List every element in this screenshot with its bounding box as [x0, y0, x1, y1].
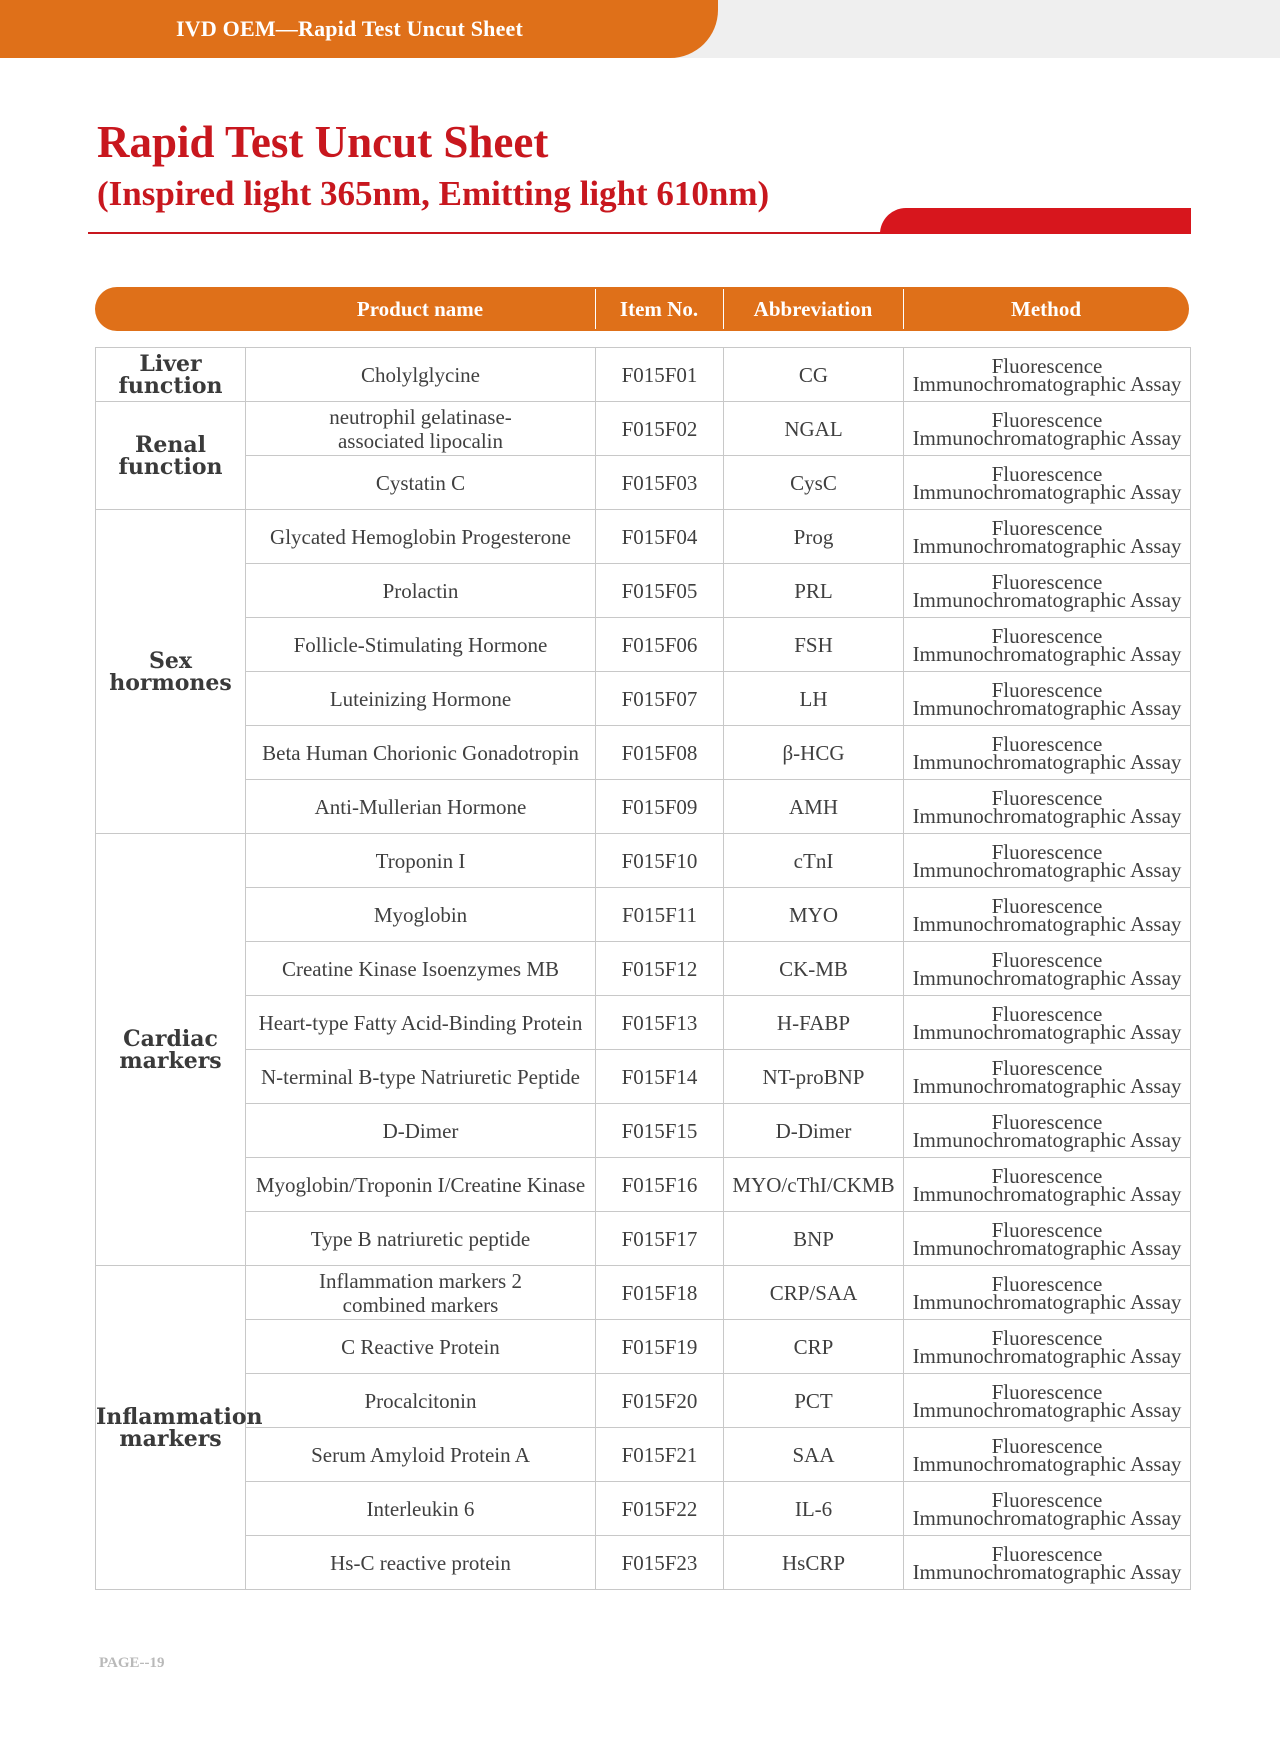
item-no: F015F14	[621, 1064, 698, 1089]
product-name: Troponin I	[375, 848, 466, 873]
item-no-cell	[596, 726, 724, 780]
abbreviation: H-FABP	[776, 1010, 851, 1035]
abbreviation: PCT	[794, 1388, 833, 1413]
category-cell	[96, 834, 246, 1266]
category-cell	[96, 402, 246, 510]
product-name-cell	[246, 564, 596, 618]
method-cell	[904, 996, 1191, 1050]
method-cell	[904, 1320, 1191, 1374]
table-row	[96, 348, 1191, 402]
method-line2: Immunochromatographic Assay	[912, 695, 1182, 720]
table-row	[96, 618, 1191, 672]
table-row	[96, 1536, 1191, 1590]
method-cell	[904, 618, 1191, 672]
method-line2: Immunochromatographic Assay	[912, 857, 1182, 882]
product-name-cell	[246, 1320, 596, 1374]
header-method: Method	[1011, 297, 1081, 321]
category-label-line1: Renal	[135, 431, 206, 458]
method-cell	[904, 1266, 1191, 1320]
product-name-cell	[246, 1212, 596, 1266]
method-line1: Fluorescence	[991, 1541, 1103, 1566]
table-row	[96, 1320, 1191, 1374]
method-line2: Immunochromatographic Assay	[912, 1019, 1182, 1044]
item-no-cell	[596, 402, 724, 456]
abbreviation: D-Dimer	[775, 1118, 852, 1143]
method-line2: Immunochromatographic Assay	[912, 1127, 1182, 1152]
method-line2: Immunochromatographic Assay	[912, 1505, 1182, 1530]
table-row	[96, 780, 1191, 834]
method-line1: Fluorescence	[991, 785, 1103, 810]
title-accent-tab	[880, 208, 1191, 234]
item-no-cell	[596, 348, 724, 402]
item-no: F015F17	[621, 1226, 698, 1251]
item-no: F015F01	[621, 362, 698, 387]
product-name: Anti-Mullerian Hormone	[314, 794, 527, 819]
table-row	[96, 834, 1191, 888]
item-no: F015F23	[621, 1550, 698, 1575]
item-no: F015F02	[621, 416, 698, 441]
product-name-cell	[246, 672, 596, 726]
table-row	[96, 1050, 1191, 1104]
product-name-cell	[246, 510, 596, 564]
item-no-cell	[596, 1158, 724, 1212]
abbreviation-cell	[724, 672, 904, 726]
header-abbreviation: Abbreviation	[753, 297, 873, 321]
item-no-cell	[596, 888, 724, 942]
item-no-cell	[596, 672, 724, 726]
method-line1: Fluorescence	[991, 1001, 1103, 1026]
method-line2: Immunochromatographic Assay	[912, 1235, 1182, 1260]
method-line2: Immunochromatographic Assay	[912, 1289, 1182, 1314]
product-name: Myoglobin/Troponin I/Creatine Kinase	[255, 1172, 586, 1197]
method-line1: Fluorescence	[991, 1163, 1103, 1188]
abbreviation-cell	[724, 1212, 904, 1266]
abbreviation-cell	[724, 996, 904, 1050]
abbreviation: FSH	[794, 632, 833, 657]
method-line1: Fluorescence	[991, 1487, 1103, 1512]
method-line1: Fluorescence	[991, 1271, 1103, 1296]
product-name: Prolactin	[382, 578, 459, 603]
method-line1: Fluorescence	[991, 407, 1103, 432]
abbreviation-cell	[724, 510, 904, 564]
abbreviation-cell	[724, 942, 904, 996]
method-line2: Immunochromatographic Assay	[912, 803, 1182, 828]
product-name-cell	[246, 348, 596, 402]
method-line2: Immunochromatographic Assay	[912, 749, 1182, 774]
method-cell	[904, 942, 1191, 996]
item-no-cell	[596, 996, 724, 1050]
method-line2: Immunochromatographic Assay	[912, 911, 1182, 936]
product-name-cell	[246, 1374, 596, 1428]
abbreviation-cell	[724, 1158, 904, 1212]
item-no-cell	[596, 780, 724, 834]
product-name: D-Dimer	[382, 1118, 459, 1143]
method-line2: Immunochromatographic Assay	[912, 1451, 1182, 1476]
abbreviation-cell	[724, 564, 904, 618]
method-line1: Fluorescence	[991, 839, 1103, 864]
abbreviation-cell	[724, 402, 904, 456]
product-name-cell	[246, 456, 596, 510]
table-row	[96, 456, 1191, 510]
header-tab	[0, 0, 718, 58]
product-name-cell	[246, 1158, 596, 1212]
abbreviation: BNP	[793, 1226, 834, 1251]
item-no: F015F03	[621, 470, 698, 495]
product-name: Cholylglycine	[361, 362, 480, 387]
category-cell	[96, 348, 246, 402]
method-line2: Immunochromatographic Assay	[912, 641, 1182, 666]
table-row	[96, 888, 1191, 942]
method-line1: Fluorescence	[991, 461, 1103, 486]
abbreviation: LH	[799, 686, 828, 711]
item-no: F015F16	[621, 1172, 698, 1197]
item-no-cell	[596, 510, 724, 564]
item-no: F015F15	[621, 1118, 698, 1143]
item-no: F015F10	[621, 848, 698, 873]
product-name: Glycated Hemoglobin Progesterone	[270, 524, 571, 549]
item-no: F015F21	[621, 1442, 698, 1467]
page-number: PAGE--19	[99, 1655, 165, 1671]
page-subtitle: (Inspired light 365nm, Emitting light 610nm)	[97, 174, 770, 213]
product-name-cell	[246, 942, 596, 996]
method-cell	[904, 1428, 1191, 1482]
category-label-line2: function	[118, 453, 223, 480]
item-no: F015F04	[621, 524, 698, 549]
method-line2: Immunochromatographic Assay	[912, 1343, 1182, 1368]
method-cell	[904, 1104, 1191, 1158]
product-name: Myoglobin	[373, 902, 468, 927]
method-line1: Fluorescence	[991, 1217, 1103, 1242]
table-row	[96, 510, 1191, 564]
product-name-cell	[246, 1536, 596, 1590]
product-name: Type B natriuretic peptide	[310, 1226, 531, 1251]
method-line2: Immunochromatographic Assay	[912, 587, 1182, 612]
item-no-cell	[596, 564, 724, 618]
abbreviation-cell	[724, 618, 904, 672]
product-name: neutrophil gelatinase-	[329, 404, 512, 429]
product-name-cell	[246, 1266, 596, 1320]
abbreviation-cell	[724, 1050, 904, 1104]
product-name: Interleukin 6	[366, 1496, 475, 1521]
product-name-cell	[246, 996, 596, 1050]
abbreviation-cell	[724, 1482, 904, 1536]
product-name: Follicle-Stimulating Hormone	[293, 632, 548, 657]
table-row	[96, 726, 1191, 780]
product-name: Inflammation markers 2	[319, 1268, 522, 1293]
abbreviation-cell	[724, 888, 904, 942]
method-line1: Fluorescence	[991, 1325, 1103, 1350]
product-name-line2: associated lipocalin	[337, 428, 504, 453]
category-label-line1: Sex	[148, 647, 192, 674]
product-name: Procalcitonin	[364, 1388, 477, 1413]
category-label-line2: markers	[119, 1047, 222, 1074]
item-no-cell	[596, 456, 724, 510]
table-row	[96, 1428, 1191, 1482]
item-no: F015F07	[621, 686, 698, 711]
table-row	[96, 564, 1191, 618]
abbreviation-cell	[724, 1320, 904, 1374]
method-cell	[904, 1482, 1191, 1536]
table-header-bar	[95, 287, 1189, 331]
product-name: Beta Human Chorionic Gonadotropin	[262, 740, 579, 765]
method-cell	[904, 402, 1191, 456]
table-row	[96, 672, 1191, 726]
product-name: Luteinizing Hormone	[329, 686, 512, 711]
product-name: C Reactive Protein	[341, 1334, 500, 1359]
abbreviation-cell	[724, 1374, 904, 1428]
abbreviation: HsCRP	[781, 1550, 846, 1575]
method-line1: Fluorescence	[991, 1433, 1103, 1458]
abbreviation: Prog	[793, 524, 834, 549]
abbreviation: AMH	[788, 794, 838, 819]
table-row	[96, 996, 1191, 1050]
method-line1: Fluorescence	[991, 569, 1103, 594]
method-line2: Immunochromatographic Assay	[912, 479, 1182, 504]
page-title: Rapid Test Uncut Sheet	[97, 117, 549, 167]
abbreviation: MYO/cThI/CKMB	[732, 1172, 895, 1197]
item-no: F015F09	[621, 794, 698, 819]
table-row	[96, 1104, 1191, 1158]
table-row	[96, 1158, 1191, 1212]
method-line1: Fluorescence	[991, 947, 1103, 972]
item-no: F015F11	[621, 902, 698, 927]
product-name-cell	[246, 402, 596, 456]
abbreviation: MYO	[788, 902, 838, 927]
category-label-line2: markers	[119, 1425, 222, 1452]
item-no-cell	[596, 1320, 724, 1374]
item-no: F015F12	[621, 956, 698, 981]
header-item-no: Item No.	[619, 297, 699, 321]
item-no-cell	[596, 618, 724, 672]
item-no-cell	[596, 1374, 724, 1428]
item-no-cell	[596, 1536, 724, 1590]
method-cell	[904, 510, 1191, 564]
item-no-cell	[596, 834, 724, 888]
abbreviation-cell	[724, 456, 904, 510]
product-name-cell	[246, 1428, 596, 1482]
abbreviation: β-HCG	[782, 740, 845, 765]
abbreviation: cTnI	[793, 848, 834, 873]
abbreviation-cell	[724, 726, 904, 780]
method-line1: Fluorescence	[991, 1109, 1103, 1134]
item-no: F015F22	[621, 1496, 698, 1521]
product-name-cell	[246, 618, 596, 672]
category-cell	[96, 510, 246, 834]
item-no: F015F06	[621, 632, 698, 657]
item-no: F015F19	[621, 1334, 698, 1359]
method-cell	[904, 456, 1191, 510]
table-row	[96, 1212, 1191, 1266]
product-name-cell	[246, 780, 596, 834]
product-name-cell	[246, 834, 596, 888]
abbreviation-cell	[724, 1536, 904, 1590]
abbreviation-cell	[724, 834, 904, 888]
method-line1: Fluorescence	[991, 677, 1103, 702]
item-no: F015F20	[621, 1388, 698, 1413]
abbreviation: CysC	[790, 470, 837, 495]
product-name: Serum Amyloid Protein A	[311, 1442, 530, 1467]
method-cell	[904, 834, 1191, 888]
method-line2: Immunochromatographic Assay	[912, 1073, 1182, 1098]
item-no-cell	[596, 1212, 724, 1266]
category-label-line1: Liver	[139, 350, 202, 377]
method-line2: Immunochromatographic Assay	[912, 371, 1182, 396]
method-cell	[904, 1374, 1191, 1428]
method-cell	[904, 1158, 1191, 1212]
method-cell	[904, 1050, 1191, 1104]
method-cell	[904, 888, 1191, 942]
method-line2: Immunochromatographic Assay	[912, 1559, 1182, 1584]
product-name-cell	[246, 1482, 596, 1536]
header-tab-title: IVD OEM—Rapid Test Uncut Sheet	[176, 16, 524, 41]
product-name: Heart-type Fatty Acid-Binding Protein	[258, 1010, 583, 1035]
category-label-line2: function	[118, 372, 223, 399]
table-row	[96, 1266, 1191, 1320]
abbreviation-cell	[724, 1104, 904, 1158]
method-line1: Fluorescence	[991, 893, 1103, 918]
method-cell	[904, 1536, 1191, 1590]
method-line2: Immunochromatographic Assay	[912, 533, 1182, 558]
abbreviation: IL-6	[794, 1496, 833, 1521]
item-no: F015F05	[621, 578, 698, 603]
abbreviation: CRP/SAA	[769, 1280, 858, 1305]
method-cell	[904, 726, 1191, 780]
method-cell	[904, 564, 1191, 618]
category-label-line1: Inflammation	[96, 1403, 263, 1430]
method-line1: Fluorescence	[991, 353, 1103, 378]
abbreviation: CG	[798, 362, 829, 387]
item-no-cell	[596, 1266, 724, 1320]
method-line1: Fluorescence	[991, 515, 1103, 540]
abbreviation-cell	[724, 1266, 904, 1320]
item-no-cell	[596, 1104, 724, 1158]
abbreviation-cell	[724, 348, 904, 402]
item-no-cell	[596, 1428, 724, 1482]
item-no-cell	[596, 1050, 724, 1104]
product-name-line2: combined markers	[342, 1292, 499, 1317]
product-name-cell	[246, 888, 596, 942]
abbreviation: CRP	[793, 1334, 834, 1359]
table-row	[96, 942, 1191, 996]
abbreviation-cell	[724, 780, 904, 834]
method-line1: Fluorescence	[991, 1055, 1103, 1080]
item-no-cell	[596, 942, 724, 996]
method-cell	[904, 348, 1191, 402]
abbreviation-cell	[724, 1428, 904, 1482]
method-line2: Immunochromatographic Assay	[912, 1397, 1182, 1422]
abbreviation: PRL	[794, 578, 833, 603]
product-table	[95, 347, 1191, 1590]
category-label-line2: hormones	[109, 669, 232, 696]
method-line1: Fluorescence	[991, 623, 1103, 648]
method-line2: Immunochromatographic Assay	[912, 1181, 1182, 1206]
method-cell	[904, 672, 1191, 726]
method-cell	[904, 780, 1191, 834]
method-line2: Immunochromatographic Assay	[912, 965, 1182, 990]
product-name: N-terminal B-type Natriuretic Peptide	[261, 1064, 580, 1089]
table-row	[96, 1482, 1191, 1536]
product-name-cell	[246, 726, 596, 780]
header-product-name: Product name	[356, 297, 484, 321]
product-name-cell	[246, 1104, 596, 1158]
product-name-cell	[246, 1050, 596, 1104]
abbreviation: NGAL	[784, 416, 843, 441]
item-no: F015F13	[621, 1010, 698, 1035]
category-cell	[96, 1266, 263, 1590]
method-line2: Immunochromatographic Assay	[912, 425, 1182, 450]
method-line1: Fluorescence	[991, 731, 1103, 756]
category-label-line1: Cardiac	[123, 1025, 218, 1052]
item-no: F015F18	[621, 1280, 698, 1305]
abbreviation: SAA	[792, 1442, 835, 1467]
product-name: Hs-C reactive protein	[330, 1550, 511, 1575]
table-row	[96, 402, 1191, 456]
item-no: F015F08	[621, 740, 698, 765]
abbreviation: NT-proBNP	[762, 1064, 865, 1089]
product-name: Cystatin C	[375, 470, 466, 495]
item-no-cell	[596, 1482, 724, 1536]
method-line1: Fluorescence	[991, 1379, 1103, 1404]
product-name: Creatine Kinase Isoenzymes MB	[281, 956, 559, 981]
abbreviation: CK-MB	[779, 956, 848, 981]
method-cell	[904, 1212, 1191, 1266]
